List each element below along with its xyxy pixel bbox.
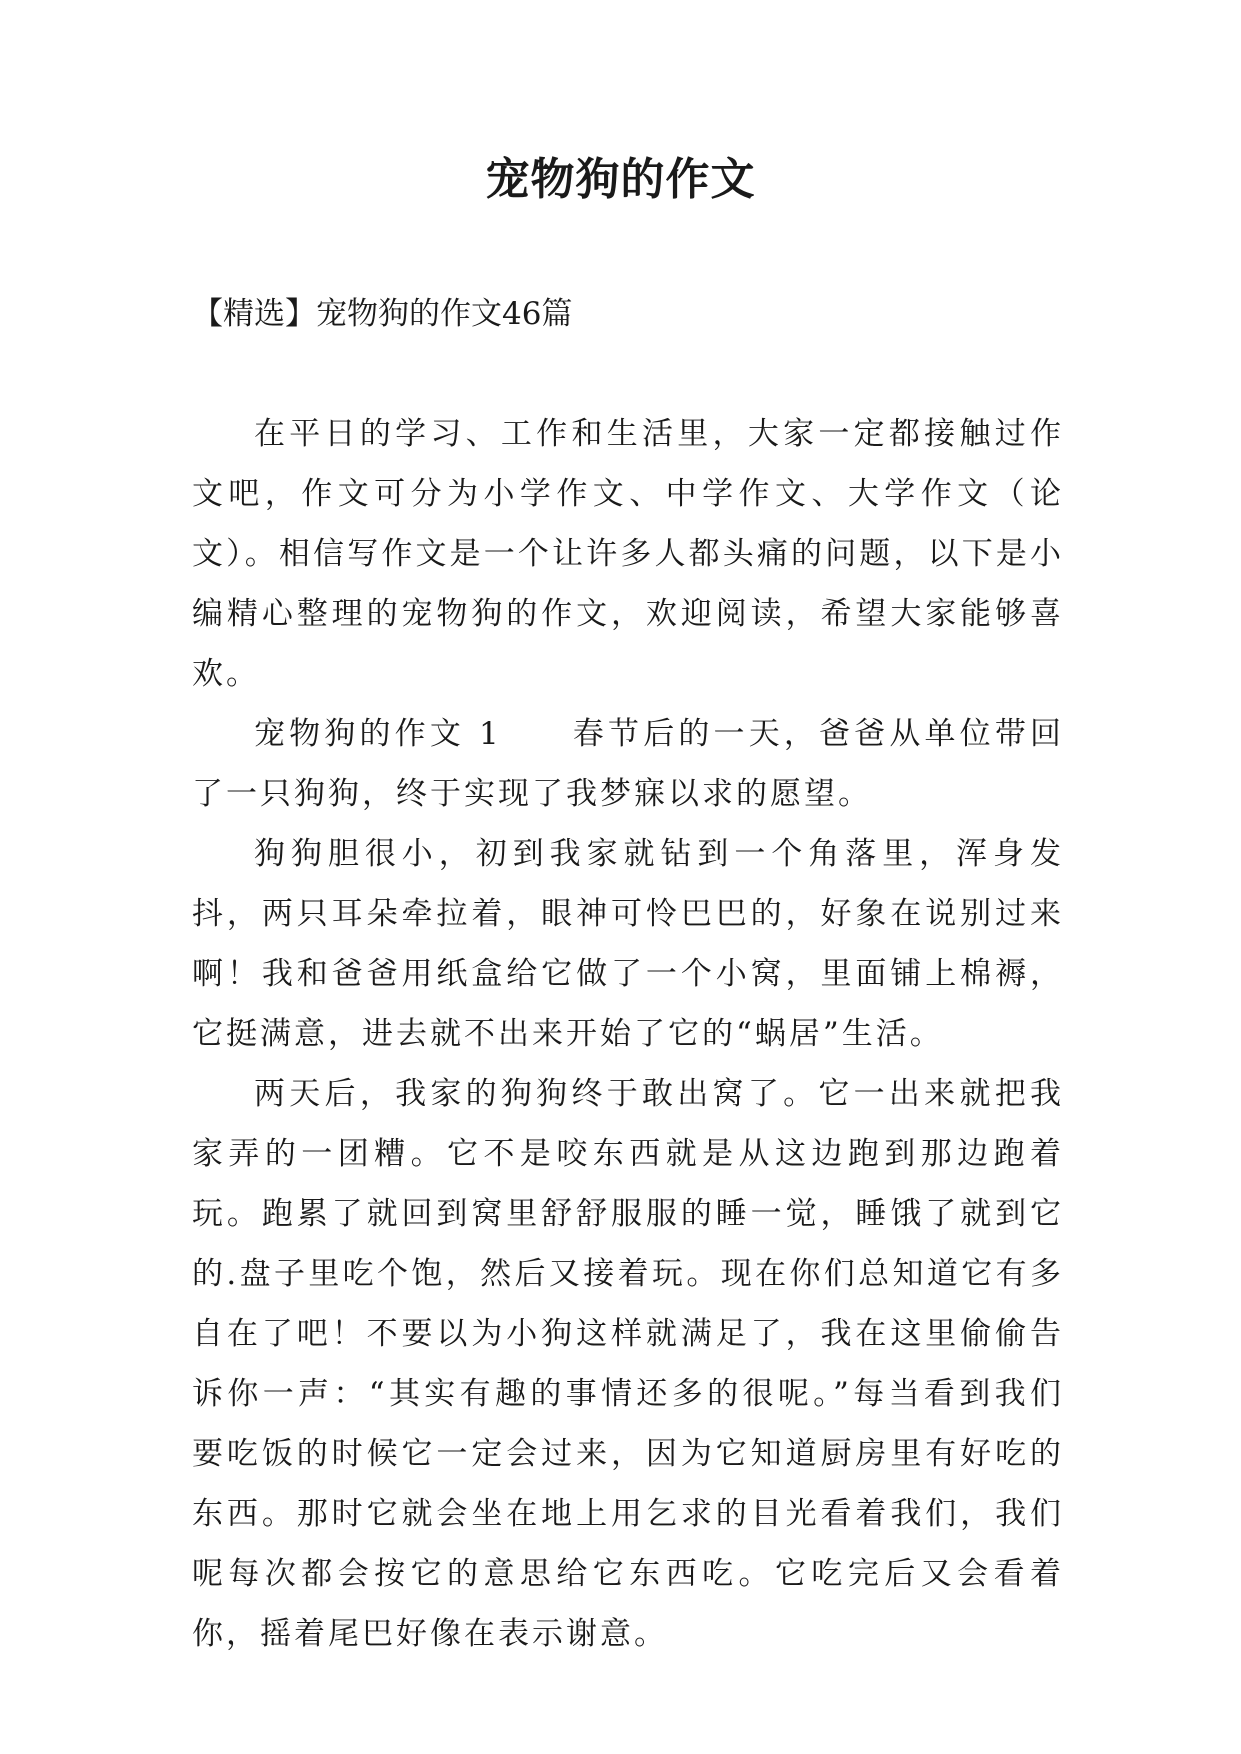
section-1-paragraph bbox=[192, 704, 1064, 824]
intro-paragraph: 在平日的学习、工作和生活里，大家一定都接触过作文吧，作文可分为小学作文、中学作文、大学作文（论文）。相信写作文是一个让许多人都头痛的问题，以下是小编精心整理的宠物狗的作文，欢迎阅读，希望大家能够喜欢。 bbox=[192, 416, 1064, 692]
section-1-text: 春节后的一天，爸爸从单位带回了一只狗狗，终于实现了我梦寐以求的愿望。 bbox=[192, 716, 1064, 812]
body-paragraph: 两天后，我家的狗狗终于敢出窝了。它一出来就把我家弄的一团糟。它不是咬东西就是从这边跑到那边跑着玩。跑累了就回到窝里舒舒服服的睡一觉，睡饿了就到它的.盘子里吃个饱，然后又接着玩。现在你们总知道它有多自在了吧！不要以为小狗这样就满足了，我在这里偷偷告诉你一声：“其实有趣的事情还多的很呢。”每当看到我们要吃饭的时候它一定会过来，因为它知道厨房里有好吃的东西。那时它就会坐在地上用乞求的目光看着我们，我们呢每次都会按它的意思给它东西吃。它吃完后又会看着你，摇着尾巴好像在表示谢意。 bbox=[192, 1076, 1064, 1652]
document-subtitle: 【精选】宠物狗的作文46篇 bbox=[192, 296, 573, 332]
document-body bbox=[192, 404, 1064, 1664]
document-title: 宠物狗的作文 bbox=[485, 154, 756, 205]
section-1-heading: 宠物狗的作文 1 bbox=[254, 716, 502, 752]
body-paragraph: 狗狗胆很小，初到我家就钻到一个角落里，浑身发抖，两只耳朵牵拉着，眼神可怜巴巴的，好象在说别过来啊！我和爸爸用纸盒给它做了一个小窝，里面铺上棉褥，它挺满意，进去就不出来开始了它的“蜗居”生活。 bbox=[192, 836, 1064, 1052]
